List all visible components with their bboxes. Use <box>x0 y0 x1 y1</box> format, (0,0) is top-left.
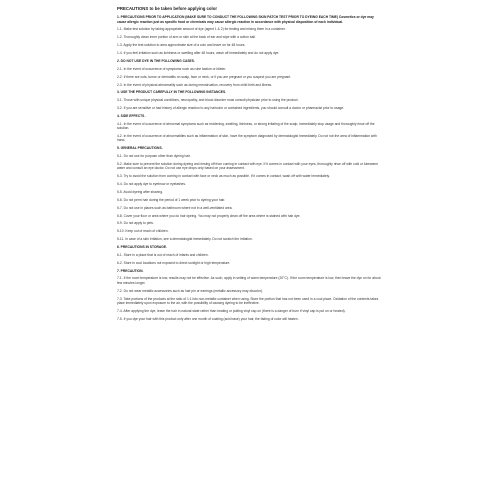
section-heading: 3. USE THE PRODUCT CAREFULLY IN THE FOLLOWING INSTANCES. <box>117 90 227 95</box>
section-7 <box>117 269 383 321</box>
section-paragraph: 5-6. Do not perm hair during the period of 1 week prior to dyeing your hair. <box>117 197 226 202</box>
precautions-document <box>117 7 383 324</box>
section-paragraph: 5-9. Do not apply to pets. <box>117 221 154 226</box>
section-paragraph: 6-1. Store in a place that is out of reach of infants and children. <box>117 252 209 257</box>
section-heading: 6. PRECAUTIONS IN STORAGE. <box>117 245 167 250</box>
section-paragraph: 2-3. In the event of physical abnormality such as during menstruation, recovery from child birth and illness. <box>117 82 273 87</box>
section-3 <box>117 90 383 110</box>
section-paragraph: 1-3. Apply the test solution to area approximate size of a coin and leave on for 48 hours. <box>117 43 246 48</box>
section-paragraph: 5-4. Do not apply dye to eyebrow or eyelashes. <box>117 181 186 186</box>
section-heading: 4. SIDE EFFECTS . <box>117 114 147 118</box>
section-6 <box>117 245 383 265</box>
section-5 <box>117 146 383 241</box>
section-paragraph: 5-11. In case of a skin irritation, see a dermatologist immediately. Do not scratch the irritation. <box>117 237 253 242</box>
section-paragraph: 7-1. If the room temperature is low, results may not be effective. As such, apply in setting of warm temperature (20°C). If the room temperature is low, then leave the dye on for about few minutes longer. <box>117 276 381 285</box>
section-paragraph: 2-1. In the event of occurrence of symptoms such as rube faction or blister. <box>117 66 227 71</box>
section-4 <box>117 114 383 143</box>
section-paragraph: 5-2. Make sure to prevent the solution during dyeing and rinsing off from coming in contact with eye. If it comes in contact with your eyes, thoroughly rinse off with cold or lukewarm water and consult an eye doctor. Do not use eye drops only based on your assessment. <box>117 161 379 171</box>
section-paragraph: 1-2. Thoroughly clean inner portion of arm or skin at the back of ear and wipe with a cotton ball. <box>117 35 256 40</box>
section-paragraph: 5-10. Keep out of reach of children. <box>117 229 169 234</box>
section-heading: 2. DO NOT USE DYE IN THE FOLLOWING CASES. <box>117 58 195 63</box>
section-paragraph: 4-2. In the event of occurrence of abnormalities such as inflammation of skin, have the symptom diagnosed by dermatologist immediately. Do not rub the area of inflammation with hand. <box>117 133 377 143</box>
section-paragraph: 1-4. If you feel irritation such as itchiness or swelling after 48 hours, wash off immediately and do not apply dye. <box>117 51 280 56</box>
section-paragraph: 5-8. Cover your floor or area where you do hair dyeing. You may not properly clean off the area where is stained with hair dye. <box>117 213 301 218</box>
section-paragraph: 5-3. Try to avoid the solution from coming in contact with face or neck as much as possible. If it comes in contact, wash off with water immediately. <box>117 174 330 179</box>
section-heading: 5. GENERAL PRECAUTIONS. <box>117 146 163 151</box>
section-paragraph: 7-3. Take portions of the products at the ratio of 1:1 into non-metallic container when using. Store the portion that has not been used in a cool place. Oxidation of the contents takes place immediately upon exposure to the air, with the possibility of causing dyeing to be ineffective. <box>117 296 379 305</box>
section-2 <box>117 59 383 87</box>
document-title: PRECAUTIONS to be taken before applying color <box>117 6 218 11</box>
section-paragraph: 7-4. After applying the dye, leave the hair in natural state rather than heating or putting vinyl cap on (there is a danger of burn if vinyl cap is put on or heated). <box>117 308 346 313</box>
section-paragraph: 3-1. Those with unique physical conditions, neuropathy, and blood disorder must consult physician prior to using the product. <box>117 98 299 103</box>
section-heading: 1. PRECAUTIONS PRIOR TO APPLICATION (MAKE SURE TO CONDUCT THE FOLLOWING SKIN PATCH TEST PRIOR TO DYEING EACH TIME) Cosmetics or dye may cause allergic reaction just as specific food or chemicals may cause allergic reaction in accordance with physical disposition of each individual. <box>117 15 374 24</box>
section-paragraph: 2-2. If there are cuts, tumor or dermatitis on scalp, face or neck, or if you are pregnant or you suspect you are pregnant. <box>117 74 292 79</box>
section-paragraph: 3-2. If you are sensitive or had history of allergic reaction to any haircolor or contained ingredients, you should consult a doctor or pharmacist prior to usage. <box>117 106 345 111</box>
section-heading: 7. PRECAUTION. <box>117 268 144 273</box>
section-paragraph: 1-1. Make test solution by taking appropriate amount of dye (agent 1 & 2) for testing and mixing them in a container. <box>117 27 286 32</box>
section-paragraph: 4-1. In the event of occurrence of abnormal symptoms such as reddening, swelling, itchiness, or strong irritating of the scalp, immediately stop usage and thoroughly rinse off the solution. <box>117 121 375 131</box>
section-paragraph: 7-5. If you dye your hair with this product only after one month of coating (acid base) your hair, the fading of color will hasten. <box>117 316 299 321</box>
section-paragraph: 5-7. Do not use in places such as bathroom where not in a well-ventilated area. <box>117 205 233 210</box>
section-paragraph: 7-2. Do not wear metallic accessories such as hair pin or earrings (metallic accessory may discolor). <box>117 288 263 293</box>
section-1 <box>117 15 383 55</box>
section-paragraph: 6-2. Store in cool locations not exposed to direct sunlight or high temperature. <box>117 260 231 265</box>
sections-container <box>117 15 383 321</box>
section-paragraph: 5-5. Avoid dyeing after shaving. <box>117 189 163 194</box>
section-paragraph: 5-1. Do not use for purpose other than dyeing hair. <box>117 153 191 158</box>
